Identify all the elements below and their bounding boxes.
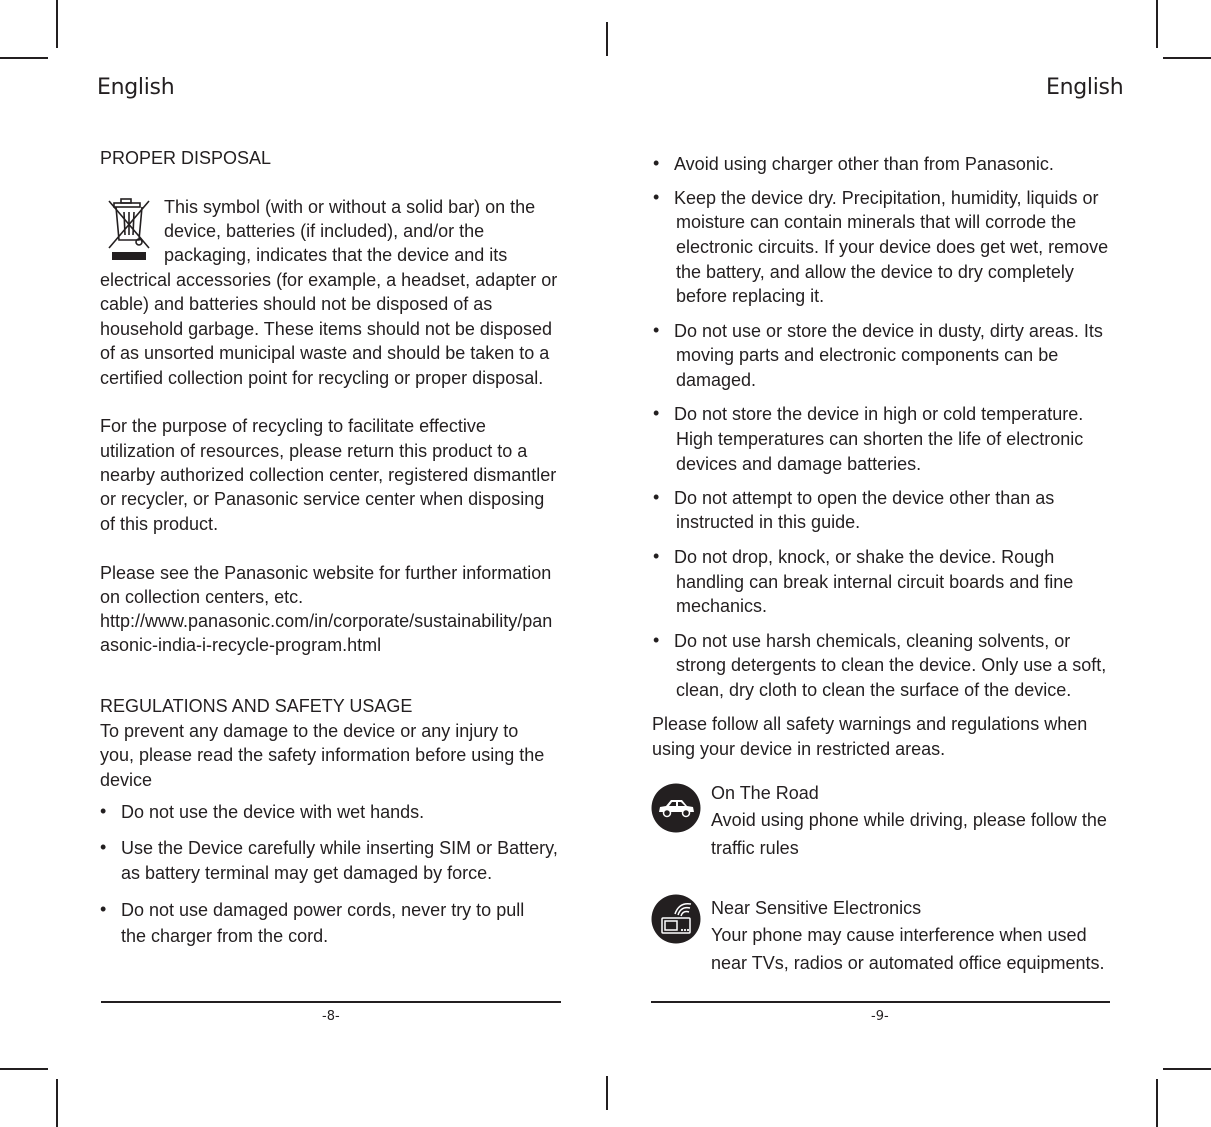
footer-rule bbox=[101, 1001, 561, 1003]
safety-bullet-line: Do not use harsh chemicals, cleaning solvents, or bbox=[674, 631, 1071, 651]
follow-warnings-line: using your device in restricted areas. bbox=[652, 739, 946, 759]
regulations-intro-line: To prevent any damage to the device or any injury to bbox=[100, 721, 519, 741]
bullet-glyph: • bbox=[653, 630, 660, 650]
disposal-symbol-line: This symbol (with or without a solid bar) on the bbox=[164, 197, 536, 217]
safety-bullet-line: devices and damage batteries. bbox=[676, 454, 922, 474]
regulations-intro-line: device bbox=[100, 770, 153, 790]
website-url-line[interactable]: asonic-india-i-recycle-program.html bbox=[100, 635, 382, 655]
recycling-paragraph-line: of this product. bbox=[100, 514, 219, 534]
bullet-glyph: • bbox=[100, 837, 107, 857]
electronics-description-line: Your phone may cause interference when used bbox=[711, 925, 1087, 945]
crop-mark bbox=[0, 1068, 48, 1070]
bullet-glyph: • bbox=[653, 487, 660, 507]
safety-bullet-line: instructed in this guide. bbox=[676, 512, 861, 532]
safety-bullet-line: as battery terminal may get damaged by force. bbox=[121, 863, 493, 883]
safety-bullet-line: electronic circuits. If your device does get wet, remove bbox=[676, 237, 1109, 257]
crop-mark bbox=[1156, 0, 1158, 48]
page-number: -8- bbox=[322, 1009, 340, 1024]
safety-bullet-line: Keep the device dry. Precipitation, humidity, liquids or bbox=[674, 188, 1099, 208]
safety-bullet-line: moving parts and electronic components can be bbox=[676, 345, 1059, 365]
website-url-line[interactable]: http://www.panasonic.com/in/corporate/sustainability/pan bbox=[100, 611, 553, 631]
safety-bullet-line: Do not use or store the device in dusty, dirty areas. Its bbox=[674, 321, 1103, 341]
right-page-header: English bbox=[1046, 75, 1124, 100]
disposal-symbol-line: packaging, indicates that the device and its bbox=[164, 245, 508, 265]
safety-bullet-line: Avoid using charger other than from Panasonic. bbox=[674, 154, 1054, 174]
recycle-bin-crossed-icon bbox=[106, 196, 152, 262]
crop-mark bbox=[606, 22, 608, 56]
electronics-interference-icon bbox=[651, 894, 701, 944]
website-info-line: Please see the Panasonic website for further information bbox=[100, 563, 552, 583]
safety-bullet-line: Use the Device carefully while inserting SIM or Battery, bbox=[121, 838, 558, 858]
bullet-glyph: • bbox=[653, 153, 660, 173]
crop-mark bbox=[606, 1076, 608, 1110]
car-icon bbox=[651, 783, 701, 833]
bullet-glyph: • bbox=[653, 187, 660, 207]
crop-mark bbox=[56, 1079, 58, 1127]
safety-bullet-line: the charger from the cord. bbox=[121, 926, 329, 946]
bullet-glyph: • bbox=[653, 546, 660, 566]
crop-mark bbox=[1156, 1079, 1158, 1127]
safety-bullet-line: High temperatures can shorten the life of electronic bbox=[676, 429, 1084, 449]
safety-bullet-line: strong detergents to clean the device. Only use a soft, bbox=[676, 655, 1107, 675]
disposal-paragraph-line: cable) and batteries should not be disposed of as bbox=[100, 294, 493, 314]
safety-bullet-line: Do not drop, knock, or shake the device. Rough bbox=[674, 547, 1055, 567]
road-title: On The Road bbox=[711, 783, 819, 803]
safety-bullet-line: handling can break internal circuit boards and fine bbox=[676, 572, 1074, 592]
safety-bullet-line: Do not store the device in high or cold temperature. bbox=[674, 404, 1084, 424]
safety-bullet-line: before replacing it. bbox=[676, 286, 825, 306]
road-description-line: Avoid using phone while driving, please follow the bbox=[711, 810, 1107, 830]
safety-bullet-line: Do not attempt to open the device other than as bbox=[674, 488, 1055, 508]
safety-bullet-line: Do not use damaged power cords, never try to pull bbox=[121, 900, 525, 920]
disposal-paragraph-line: household garbage. These items should not be disposed bbox=[100, 319, 552, 339]
bullet-glyph: • bbox=[100, 801, 107, 821]
safety-bullet-line: damaged. bbox=[676, 370, 757, 390]
crop-mark bbox=[1163, 57, 1211, 59]
recycling-paragraph-line: nearby authorized collection center, registered dismantler bbox=[100, 465, 557, 485]
disposal-paragraph-line: electrical accessories (for example, a headset, adapter or bbox=[100, 270, 558, 290]
safety-bullet-line: moisture can contain minerals that will corrode the bbox=[676, 212, 1077, 232]
bullet-glyph: • bbox=[653, 403, 660, 423]
left-page-header: English bbox=[97, 75, 175, 100]
bullet-glyph: • bbox=[100, 899, 107, 919]
crop-mark bbox=[56, 0, 58, 48]
recycling-paragraph-line: utilization of resources, please return this product to a bbox=[100, 441, 528, 461]
crop-mark bbox=[1163, 1068, 1211, 1070]
disposal-title: PROPER DISPOSAL bbox=[100, 148, 272, 168]
disposal-paragraph-line: certified collection point for recycling or proper disposal. bbox=[100, 368, 544, 388]
regulations-title: REGULATIONS AND SAFETY USAGE bbox=[100, 696, 413, 716]
page-number: -9- bbox=[871, 1009, 889, 1024]
safety-bullet-line: clean, dry cloth to clean the surface of the device. bbox=[676, 680, 1072, 700]
disposal-paragraph-line: of as unsorted municipal waste and should be taken to a bbox=[100, 343, 550, 363]
road-description-line: traffic rules bbox=[711, 838, 799, 858]
electronics-description-line: near TVs, radios or automated office equipments. bbox=[711, 953, 1105, 973]
regulations-intro-line: you, please read the safety information before using the bbox=[100, 745, 545, 765]
electronics-title: Near Sensitive Electronics bbox=[711, 898, 922, 918]
disposal-symbol-line: device, batteries (if included), and/or the bbox=[164, 221, 485, 241]
safety-bullet-line: the battery, and allow the device to dry completely bbox=[676, 262, 1074, 282]
crop-mark bbox=[0, 57, 48, 59]
recycling-paragraph-line: For the purpose of recycling to facilitate effective bbox=[100, 416, 486, 436]
safety-bullet-line: Do not use the device with wet hands. bbox=[121, 802, 425, 822]
footer-rule bbox=[651, 1001, 1110, 1003]
bullet-glyph: • bbox=[653, 320, 660, 340]
follow-warnings-line: Please follow all safety warnings and regulations when bbox=[652, 714, 1088, 734]
safety-bullet-line: mechanics. bbox=[676, 596, 768, 616]
recycling-paragraph-line: or recycler, or Panasonic service center when disposing bbox=[100, 489, 545, 509]
website-info-line: on collection centers, etc. bbox=[100, 587, 304, 607]
